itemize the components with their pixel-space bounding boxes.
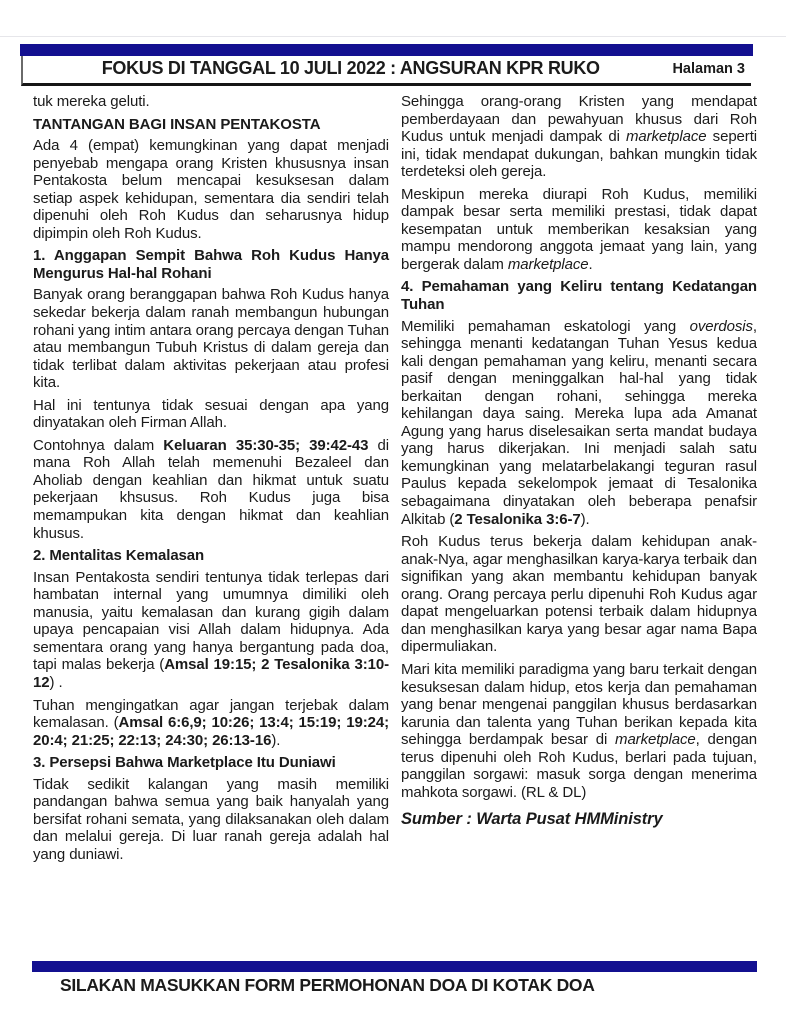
section-heading: 4. Pemahaman yang Keliru tentang Kedatangan Tuhan xyxy=(401,278,757,314)
text-segment: , sehingga menanti kedatangan Tuhan Yesus kedua kali dengan pemahaman yang keliru, menanti secara pasif dengan meninggalkan hal-hal yang tidak berkaitan dengan rohani, sehingga mereka kehilangan daya saing. Mereka lupa ada Amanat Agung yang harus diselesaikan serta mandat budaya yang harus dikerjakan. Ini menjadi salah satu kemungkinan yang melatarbelakangi teguran rasul Paulus kepada sekelompok jemaat di Tesalonika sebagaimana dinyatakan oleh beberapa penafsir Alkitab ( xyxy=(401,317,757,528)
section-heading: 3. Persepsi Bahwa Marketplace Itu Duniawi xyxy=(33,754,336,772)
header-accent-bar xyxy=(20,44,753,56)
text-segment: Hal ini tentunya tidak sesuai dengan apa yang dinyatakan oleh Firman Allah. xyxy=(33,396,389,432)
text-segment: , dengan terus dipenuhi oleh Roh Kudus, berlari pada tujuan, panggilan sorgawi: masuk sorga dengan menerima mahkota sorgawi. (RL & DL) xyxy=(401,731,757,801)
text-segment: di mana Roh Allah telah memenuhi Bezaleel dan Aholiab dengan keahlian dan hikmat untuk suatu pekerjaan khsusus. Roh Kudus juga bisa memampukan kita dengan hikmat dan keahlian khusus. xyxy=(33,436,389,542)
text-segment: Tidak sedikit kalangan yang masih memiliki pandangan bahwa semua yang baik hanyalah yang bersifat rohani semata, yang dilaksanakan oleh dalam dan melalui gereja. Di luar ranah gereja adalah hal yang duniawi. xyxy=(33,775,389,863)
right-column xyxy=(401,93,757,959)
paragraph xyxy=(401,318,757,529)
text-segment: Amsal 19:15; 2 Tesalonika 3:10-12 xyxy=(33,656,389,691)
text-segment: Banyak orang beranggapan bahwa Roh Kudus hanya sekedar bekerja dalam ranah membangun hubungan rohani yang intim antara orang percaya dengan Tuhan atau membangun Tubuh Kristus di dalam gereja dan tidak terlibat dalam aktivitas pekerjaan atau profesi kita. xyxy=(33,286,389,392)
text-segment: Mari kita memiliki paradigma yang baru terkait dengan kesuksesan dalam hidup, etos kerja dan pemahaman yang benar mengenai panggilan khusus berdasarkan karunia dan talenta yang Tuhan berikan kepada kita sehingga berdampak besar di xyxy=(401,660,757,749)
text-segment: ) . xyxy=(49,673,63,691)
text-segment: marketplace xyxy=(507,255,589,273)
text-segment: seperti ini, tidak mendapat dukungan, bahkan mungkin tidak terdeteksi oleh gereja. xyxy=(401,128,757,181)
text-segment: Ada 4 (empat) kemungkinan yang dapat menjadi penyebab mengapa orang Kristen khususnya insan Pentakosta belum mencapai kesuksesan dalam setiap aspek kehidupan, sementara dia sendiri telah dipenuhi oleh Roh Kudus dan seharusnya hidup dipimpin oleh Roh Kudus. xyxy=(33,137,389,242)
text-segment: marketplace xyxy=(615,731,696,749)
paragraph xyxy=(33,137,389,242)
text-segment: Sumber : Warta Pusat HMMinistry xyxy=(401,810,663,829)
paragraph xyxy=(401,186,757,274)
paragraph xyxy=(401,93,757,181)
paragraph xyxy=(401,533,757,656)
text-segment: tuk mereka geluti. xyxy=(33,93,150,110)
page-title: FOKUS DI TANGGAL 10 JULI 2022 : ANGSURAN KPR RUKO xyxy=(101,58,600,78)
text-segment: Contohnya dalam xyxy=(33,436,164,454)
page-number-label: Halaman 3 xyxy=(672,60,745,77)
paragraph xyxy=(33,397,389,432)
text-segment: ). xyxy=(580,510,590,528)
text-segment: Roh Kudus terus bekerja dalam kehidupan anak-anak-Nya, agar menghasilkan karya-karya terbaik dan signifikan yang akan membantu kehidupan banyak orang. Orang percaya perlu dipenuhi Roh Kudus agar dapat mengeluarkan potensi terbaik dalam hidupnya dan menghasilkan karya yang besar agar nama Bapa dipermuliakan. xyxy=(401,533,757,656)
text-segment: marketplace xyxy=(625,128,707,146)
text-segment: overdosis xyxy=(689,317,753,335)
text-segment: 2 Tesalonika 3:6-7 xyxy=(454,510,581,528)
paragraph xyxy=(33,437,389,542)
text-segment: . xyxy=(588,255,593,273)
page-top-divider xyxy=(0,36,786,37)
footer-accent-bar xyxy=(32,961,757,972)
article-body xyxy=(33,93,757,959)
paragraph xyxy=(33,776,389,864)
paragraph xyxy=(33,569,389,692)
section-heading: 2. Mentalitas Kemalasan xyxy=(33,547,205,565)
paragraph xyxy=(33,286,389,391)
text-segment: Memiliki pemahaman eskatologi yang xyxy=(401,317,690,335)
source-line xyxy=(401,810,757,829)
page-header xyxy=(21,56,751,86)
paragraph xyxy=(401,661,757,801)
text-segment: ). xyxy=(271,731,281,749)
text-segment: Tuhan mengingatkan agar jangan terjebak dalam kemalasan. ( xyxy=(33,696,389,732)
text-segment: Keluaran 35:30-35; 39:42-43 xyxy=(163,436,369,454)
text-segment: Insan Pentakosta sendiri tentunya tidak terlepas dari hambatan internal yang umumnya dimiliki oleh manusia, yaitu kemalasan dan kurang gigih dalam upaya pencapaian visi Allah dalam hidupnya. Ada sementara orang yang hanya bergantung pada doa, tapi malas bekerja ( xyxy=(33,568,389,674)
text-segment: Sehingga orang-orang Kristen yang mendapat pemberdayaan dan pewahyuan khusus dari Roh Kudus untuk menjadi dampak di xyxy=(401,93,757,146)
text-segment: Meskipun mereka diurapi Roh Kudus, memiliki dampak besar serta memiliki prestasi, tidak dapat kesempatan untuk memberikan kesaksian yang mampu mendorong anggota jemaat yang lain, yang bergerak dalam xyxy=(401,185,757,273)
left-column xyxy=(33,93,389,959)
section-heading: TANTANGAN BAGI INSAN PENTAKOSTA xyxy=(33,115,321,133)
paragraph xyxy=(33,697,389,750)
text-segment: Amsal 6:6,9; 10:26; 13:4; 15:19; 19:24; 20:4; 21:25; 22:13; 24:30; 26:13-16 xyxy=(33,714,389,749)
section-heading: 1. Anggapan Sempit Bahwa Roh Kudus Hanya Mengurus Hal-hal Rohani xyxy=(33,247,389,282)
footer-notice: SILAKAN MASUKKAN FORM PERMOHONAN DOA DI KOTAK DOA xyxy=(60,975,595,995)
paragraph xyxy=(33,93,389,111)
